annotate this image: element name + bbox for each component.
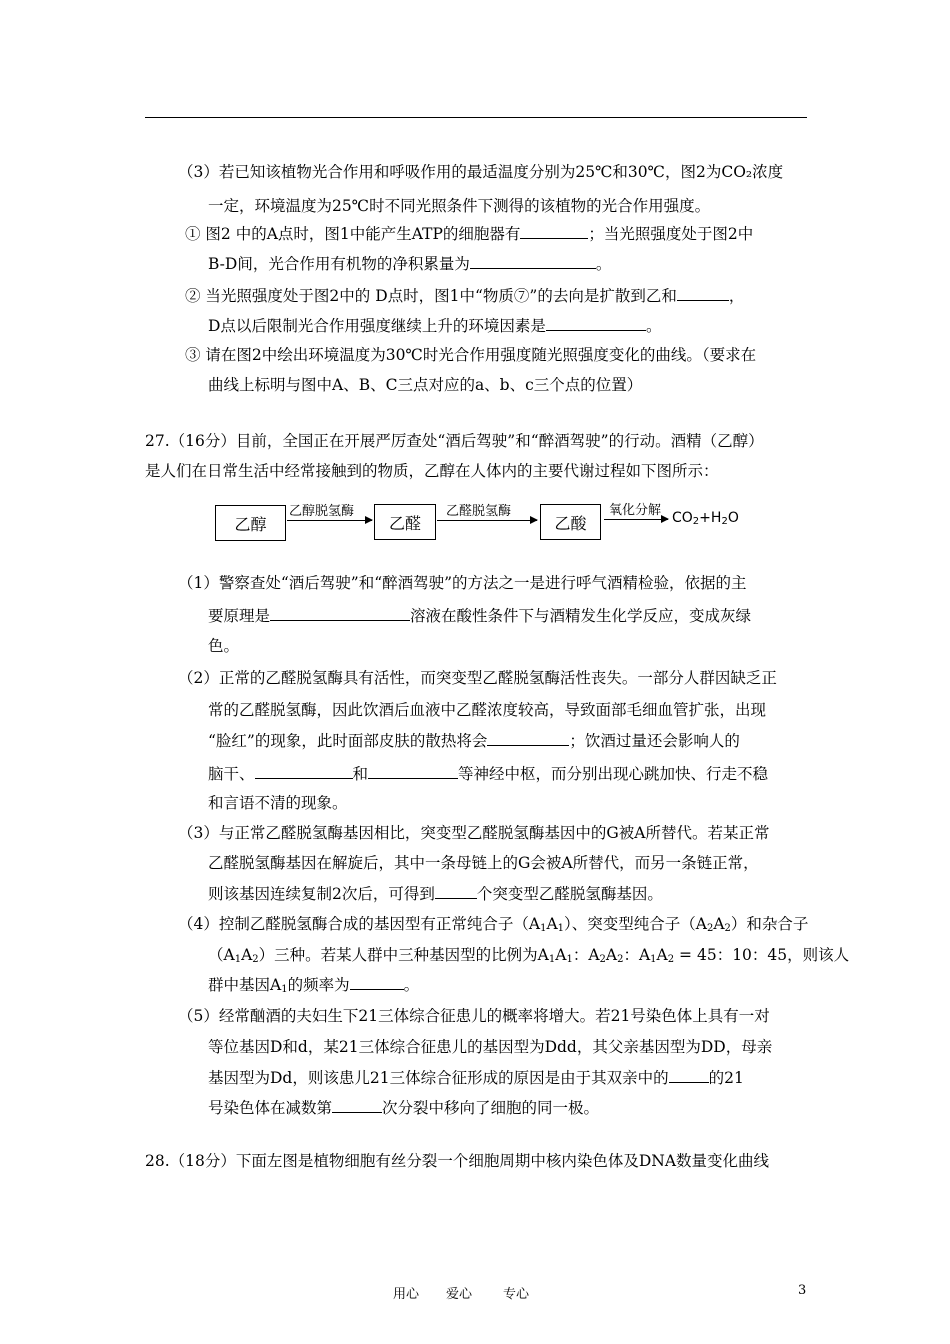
arrow-2 xyxy=(437,520,537,521)
box-acetic-acid: 乙酸 xyxy=(540,504,601,540)
q27-p5-text-f: 次分裂中移向了细胞的同一极。 xyxy=(382,1099,600,1117)
subscript: 2 xyxy=(617,954,624,965)
product-o: O xyxy=(727,510,739,526)
q27-p2-text-d: ；饮酒过量还会影响人的 xyxy=(569,732,740,750)
q26-sub2-text: ② 当光照强度处于图2中的 D点时，图1中“物质⑦”的去向是扩散到乙和 xyxy=(185,287,677,305)
q27-p3-text-c: 则该基因连续复制2次后，可得到 xyxy=(208,885,435,903)
q27-p5-line1: （5）经常酗酒的夫妇生下21三体综合征患儿的概率将增大。若21号染色体上具有一对 xyxy=(178,1007,770,1025)
q27-p5-text-e: 号染色体在减数第 xyxy=(208,1099,333,1117)
product-sub: 2 xyxy=(692,516,700,527)
answer-blank[interactable] xyxy=(350,975,404,990)
header-rule xyxy=(145,117,807,118)
subscript: 2 xyxy=(599,954,606,965)
q27-p4-text: ：A xyxy=(572,946,600,964)
footer-slogan-2: 爱心 xyxy=(446,1287,473,1302)
q27-p2-line5: 和言语不清的现象。 xyxy=(208,794,348,812)
product-co: CO xyxy=(672,510,693,526)
answer-blank[interactable] xyxy=(520,224,588,239)
answer-blank[interactable] xyxy=(435,884,477,899)
q26-part3-line2: 一定，环境温度为25℃时不同光照条件下测得的该植物的光合作用强度。 xyxy=(208,197,711,215)
q27-p3-line2: 乙醛脱氢酶基因在解旋后，其中一条母链上的G会被A所替代，而另一条链正常， xyxy=(208,854,759,872)
answer-blank[interactable] xyxy=(332,1098,382,1113)
q27-p2-text-e: 脑干、 xyxy=(208,765,255,783)
q26-sub3-line2: 曲线上标明与图中A、B、C三点对应的a、b、c三个点的位置） xyxy=(208,376,643,394)
q27-p5-line2: 等位基因D和d，某21三体综合征患儿的基因型为Ddd，其父亲基因型为DD，母亲 xyxy=(208,1038,773,1056)
arrow-label-oxidation: 氧化分解 xyxy=(609,503,662,518)
answer-blank[interactable] xyxy=(677,286,729,301)
answer-blank[interactable] xyxy=(270,606,410,621)
q27-p1-line1: （1）警察查处“酒后驾驶”和“醉酒驾驶”的方法之一是进行呼气酒精检验，依据的主 xyxy=(178,574,747,592)
q27-p2-line3 xyxy=(208,731,740,751)
q27-p4-text: 的频率为 xyxy=(287,976,350,994)
q26-sub1-text-b: ；当光照强度处于图2中 xyxy=(588,225,754,243)
answer-blank[interactable] xyxy=(368,764,458,779)
box-acetaldehyde: 乙醛 xyxy=(374,504,436,540)
answer-blank[interactable] xyxy=(470,254,596,269)
q27-p4-text: ）和杂合子 xyxy=(730,915,809,933)
subscript: 1 xyxy=(548,954,556,965)
subscript: 1 xyxy=(281,984,288,995)
answer-blank[interactable] xyxy=(255,764,353,779)
q27-p3-line1: （3）与正常乙醛脱氢酶基因相比，突变型乙醛脱氢酶基因中的G被A所替代。若某正常 xyxy=(178,824,770,842)
q26-sub2-text-c: D点以后限制光合作用强度继续上升的环境因素是 xyxy=(208,317,546,335)
footer-slogan-3: 专心 xyxy=(503,1287,530,1302)
arrow-label-alcohol-dehydrogenase: 乙醇脱氢酶 xyxy=(289,504,355,519)
q27-p5-text-d: 的21 xyxy=(708,1069,744,1087)
product-plus-h: +H xyxy=(699,510,722,526)
q27-p3-line3 xyxy=(208,884,663,904)
q27-p2-text-f: 和 xyxy=(352,765,369,783)
q27-p5-line4 xyxy=(208,1098,599,1118)
q27-p5-line3 xyxy=(208,1068,744,1088)
q28-intro: 28.（18分）下面左图是植物细胞有丝分裂一个细胞周期中核内染色体及DNA数量变化曲线 xyxy=(145,1152,770,1170)
q27-p2-text-g: 等神经中枢，而分别出现心跳加快、行走不稳 xyxy=(458,765,769,783)
q27-p4-text: A xyxy=(656,946,668,964)
q27-p2-line1: （2）正常的乙醛脱氢酶具有活性，而突变型乙醛脱氢酶活性丧失。一部分人群因缺乏正 xyxy=(178,669,777,687)
q27-p4-text: 。 xyxy=(403,976,420,994)
q27-p3-text-d: 个突变型乙醛脱氢酶基因。 xyxy=(476,885,663,903)
q27-p4-text: A xyxy=(713,915,725,933)
product-co2-h2o xyxy=(672,510,739,526)
q27-p1-text-c: 溶液在酸性条件下与酒精发生化学反应，变成灰绿 xyxy=(410,607,752,625)
q26-sub2-text-b: ， xyxy=(728,287,745,305)
q27-p1-text: 要原理是 xyxy=(208,607,271,625)
q26-sub2-text-d: 。 xyxy=(645,317,662,335)
q27-p4-text: A xyxy=(605,946,618,964)
subscript: 2 xyxy=(667,954,675,965)
q26-sub2-line1 xyxy=(185,286,744,306)
q26-sub1-text-d: 。 xyxy=(595,255,612,273)
q27-p4-text: 群中基因A xyxy=(208,976,282,994)
q26-sub1-text: ① 图2 中的A点时，图1中能产生ATP的细胞器有 xyxy=(185,225,521,243)
subscript: 1 xyxy=(650,954,657,965)
q27-p4-text: （4）控制乙醛脱氢酶合成的基因型有正常纯合子（A xyxy=(178,915,541,933)
arrow-label-aldehyde-dehydrogenase: 乙醛脱氢酶 xyxy=(446,504,512,519)
page-number: 3 xyxy=(798,1283,807,1298)
q26-sub2-line2 xyxy=(208,316,661,336)
answer-blank[interactable] xyxy=(669,1068,709,1083)
q27-p4-text: （A xyxy=(208,946,235,964)
arrow-3 xyxy=(604,519,668,520)
q27-p2-text-c: “脸红”的现象，此时面部皮肤的散热将会 xyxy=(208,732,488,750)
q27-p1-line3: 色。 xyxy=(208,637,240,655)
subscript: 2 xyxy=(252,954,259,965)
q27-p4-text: A xyxy=(555,946,567,964)
answer-blank[interactable] xyxy=(487,731,569,746)
footer-slogan-1: 用心 xyxy=(393,1287,420,1302)
subscript: 2 xyxy=(724,923,731,934)
q26-sub1-line2 xyxy=(208,254,611,274)
q27-p2-line4 xyxy=(208,764,768,784)
q27-p4-text: = 45：10：45，则该人 xyxy=(674,946,850,964)
q27-p4-text: ）三种。若某人群中三种基因型的比例为A xyxy=(258,946,549,964)
q27-p4-text: ）、突变型纯合子（A xyxy=(564,915,707,933)
q27-p4-text: A xyxy=(241,946,253,964)
subscript: 2 xyxy=(706,923,714,934)
answer-blank[interactable] xyxy=(546,316,646,331)
q26-sub1-text-c: B-D间，光合作用有机物的净积累量为 xyxy=(208,255,470,273)
q27-intro-line2: 是人们在日常生活中经常接触到的物质，乙醇在人体内的主要代谢过程如下图所示： xyxy=(145,462,719,480)
product-sub: 2 xyxy=(721,516,728,527)
q27-p5-text-c: 基因型为Dd，则该患儿21三体综合征形成的原因是由于其双亲中的 xyxy=(208,1069,669,1087)
subscript: 1 xyxy=(557,923,565,934)
q26-sub3-line1: ③ 请在图2中绘出环境温度为30℃时光合作用强度随光照强度变化的曲线。（要求在 xyxy=(185,346,757,364)
arrow-1 xyxy=(287,520,372,521)
q27-intro-line1: 27.（16分）目前，全国正在开展严厉查处“酒后驾驶”和“醉酒驾驶”的行动。酒精（乙醇） xyxy=(145,432,764,450)
q27-p4-line1 xyxy=(178,914,808,934)
subscript: 1 xyxy=(540,923,547,934)
box-ethanol: 乙醇 xyxy=(215,505,286,541)
q27-p4-text: A xyxy=(546,915,558,933)
q26-sub1-line1 xyxy=(185,224,753,244)
subscript: 1 xyxy=(234,954,242,965)
q27-p4-line3 xyxy=(208,975,419,995)
q27-p2-line2: 常的乙醛脱氢酶，因此饮酒后血液中乙醛浓度较高，导致面部毛细血管扩张，出现 xyxy=(208,701,767,719)
q27-p1-line2 xyxy=(208,606,751,626)
q27-p4-line2 xyxy=(208,945,849,965)
q26-part3-line1: （3）若已知该植物光合作用和呼吸作用的最适温度分别为25℃和30℃，图2为CO₂浓度 xyxy=(178,163,784,181)
q27-p4-text: ：A xyxy=(623,946,651,964)
subscript: 1 xyxy=(566,954,573,965)
